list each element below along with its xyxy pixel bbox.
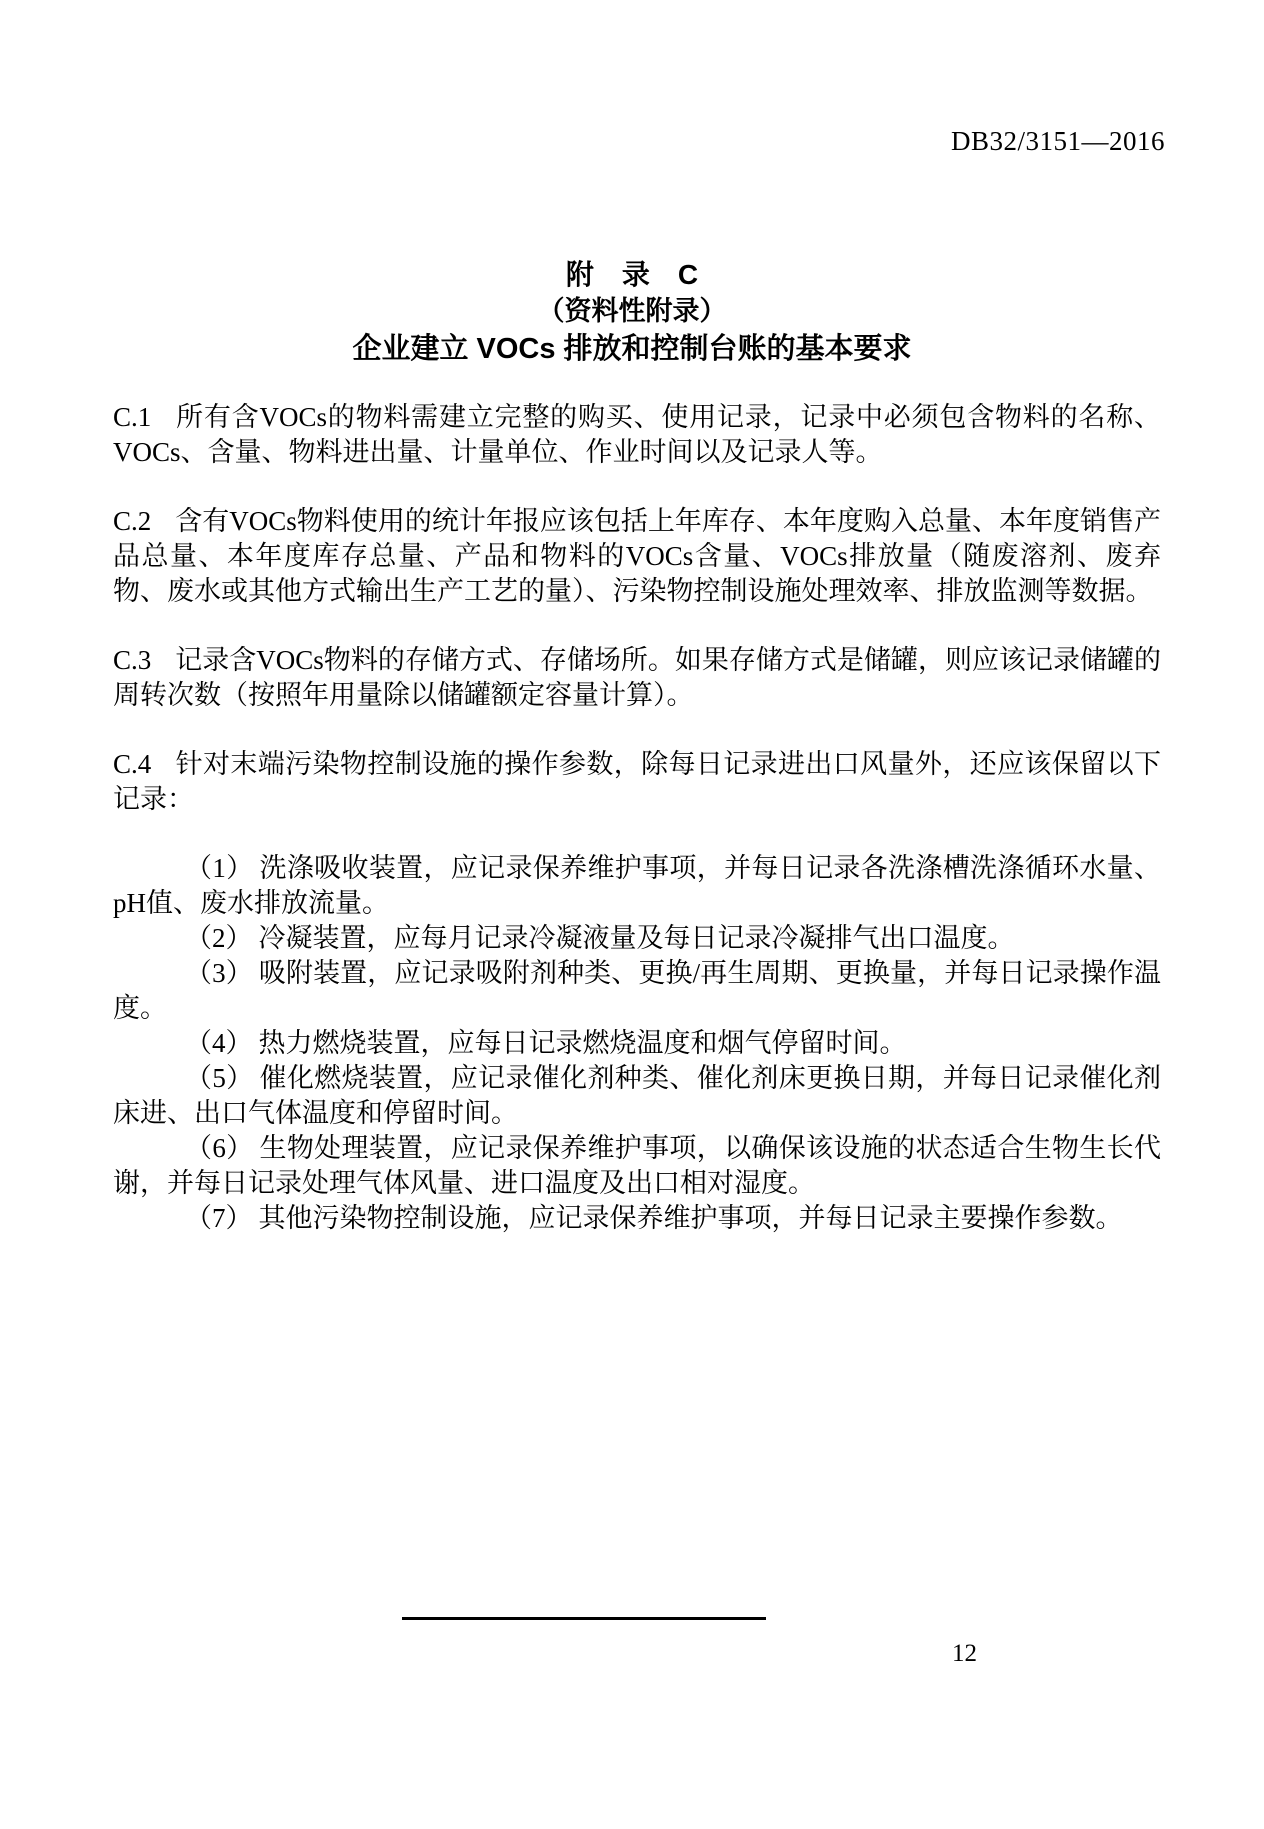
- clause-text: 含有VOCs物料使用的统计年报应该包括上年库存、本年度购入总量、本年度销售产品总量、本年度库存总量、产品和物料的VOCs含量、VOCs排放量（随废溶剂、废弃物、废水或其他方式输出生产工艺的量）、污染物控制设施处理效率、排放监测等数据。: [113, 506, 1161, 606]
- list-item-1: [113, 851, 1161, 921]
- item-text: 生物处理装置，应记录保养维护事项，以确保该设施的状态适合生物生长代谢，并每日记录处理气体风量、进口温度及出口相对湿度。: [113, 1133, 1162, 1198]
- item-number: （5）: [185, 1063, 254, 1093]
- appendix-subtitle: （资料性附录）: [537, 296, 727, 326]
- item-number: （1）: [185, 853, 254, 883]
- item-number: （4）: [185, 1028, 253, 1058]
- appendix-title: 附 录 C: [565, 259, 699, 290]
- item-number: （3）: [185, 958, 253, 988]
- item-text: 冷凝装置，应每月记录冷凝液量及每日记录冷凝排气出口温度。: [258, 923, 1015, 953]
- clause-c4: [113, 747, 1161, 817]
- appendix-title-block: [0, 256, 1264, 369]
- appendix-body: [113, 400, 1161, 1236]
- item-text: 催化燃烧装置，应记录催化剂种类、催化剂床更换日期，并每日记录催化剂床进、出口气体温度和停留时间。: [113, 1063, 1162, 1128]
- page-number: 12: [952, 1640, 977, 1667]
- clause-number: C.4: [113, 749, 152, 779]
- list-item-3: [113, 956, 1161, 1026]
- item-number: （7）: [185, 1203, 253, 1233]
- clause-text: 所有含VOCs的物料需建立完整的购买、使用记录，记录中必须包含物料的名称、VOCs、含量、物料进出量、计量单位、作业时间以及记录人等。: [113, 402, 1161, 467]
- item-text: 其他污染物控制设施，应记录保养维护事项，并每日记录主要操作参数。: [258, 1203, 1123, 1233]
- item-text: 吸附装置，应记录吸附剂种类、更换/再生周期、更换量，并每日记录操作温度。: [113, 958, 1162, 1023]
- clause-number: C.1: [113, 402, 152, 432]
- item-text: 热力燃烧装置，应每日记录燃烧温度和烟气停留时间。: [258, 1028, 907, 1058]
- list-item-4: [113, 1026, 1161, 1061]
- standard-code-header: DB32/3151—2016: [950, 126, 1165, 156]
- clause-c2: [113, 504, 1161, 609]
- item-text: 洗涤吸收装置，应记录保养维护事项，并每日记录各洗涤槽洗涤循环水量、pH值、废水排放流量。: [113, 853, 1162, 918]
- clause-text: 记录含VOCs物料的存储方式、存储场所。如果存储方式是储罐，则应该记录储罐的周转次数（按照年用量除以储罐额定容量计算）。: [113, 645, 1161, 710]
- clause-c1: [113, 400, 1161, 470]
- clause-number: C.2: [113, 506, 152, 536]
- item-number: （6）: [185, 1133, 254, 1163]
- appendix-heading: 企业建立 VOCs 排放和控制台账的基本要求: [352, 333, 912, 365]
- clause-number: C.3: [113, 645, 152, 675]
- list-item-7: [113, 1201, 1161, 1236]
- footer-divider: [402, 1617, 766, 1620]
- list-item-5: [113, 1061, 1161, 1131]
- list-item-2: [113, 921, 1161, 956]
- list-item-6: [113, 1131, 1161, 1201]
- item-number: （2）: [185, 923, 253, 953]
- clause-c3: [113, 643, 1161, 713]
- clause-text: 针对末端污染物控制设施的操作参数，除每日记录进出口风量外，还应该保留以下记录：: [113, 749, 1161, 814]
